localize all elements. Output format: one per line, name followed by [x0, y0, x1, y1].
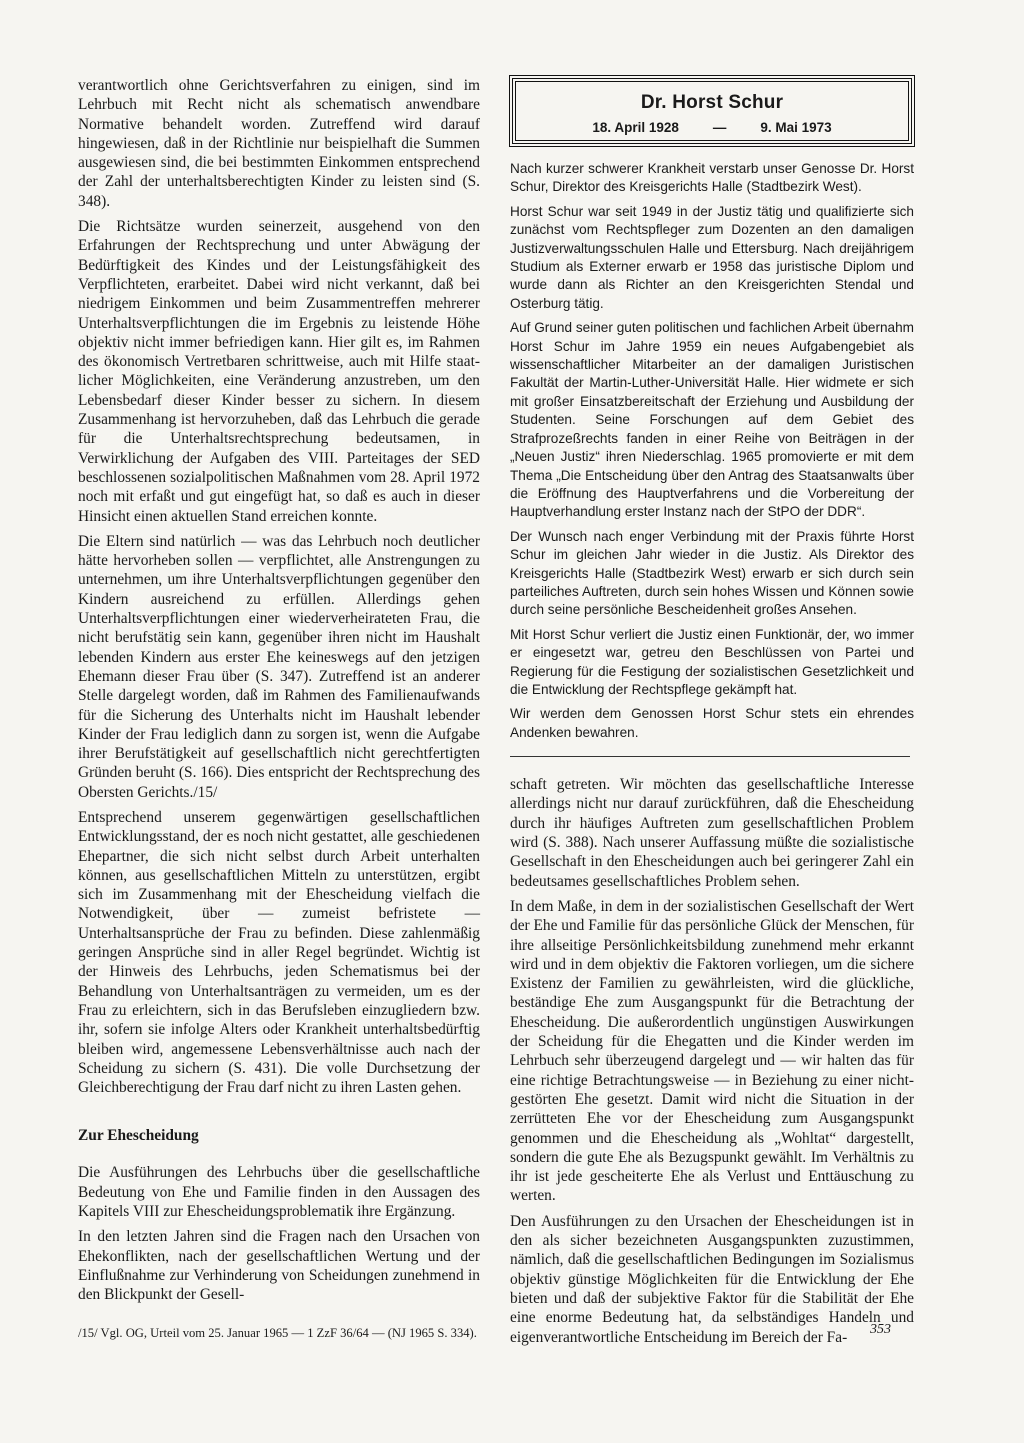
- page-number: 353: [870, 1322, 891, 1337]
- obituary-paragraph-2: Horst Schur war seit 1949 in der Justiz tätig und qualifizierte sich zunächst vom Rechtspfleger zum Dozenten an den damaligen Justizverwaltungsschulen Halle und Ettersburg. Nach dreijährigem Studium als Externer erwarb er 1958 das juristische Diplom und wurde dann als Richter an den Kreisgerichten Stendal und Osterburg tätig.: [510, 203, 914, 311]
- left-paragraph-5: Die Ausführungen des Lehrbuchs über die gesellschaftliche Bedeutung von Ehe und Familie finden in den Aussagen des Kapitels VIII zur Ehescheidungsproblematik ihre Ergänzung.: [78, 1164, 480, 1221]
- right-paragraph-3: Den Ausführungen zu den Ursachen der Ehescheidungen ist in den als sicher bezeichneten Ausgangspunkten zuzustimmen, nämlich, daß die gesellschaftlichen Bedingungen im Sozialismus objektiv günstige Möglichkeiten für die Entwicklung der Ehe bieten und daß der subjektive Faktor für die Stabilität der Ehe eine enorme Bedeutung hat, da selbständiges Handeln und eigenverantwortliche Entscheidung im Bereich der Fa-: [510, 1212, 914, 1346]
- obituary-name: Dr. Horst Schur: [640, 92, 784, 113]
- left-column: [78, 76, 480, 1341]
- left-paragraph-1: verantwortlich ohne Gerichtsverfahren zu einigen, sind im Lehrbuch mit Recht nicht als schematisch anwendbare Normative behandelt worden. Zutreffend wird darauf hingewiesen, daß in der Richtlinie nur beispielhaft die Summen ausgewiesen sind, die bei bestimmten Einkommen entsprechend der Zahl der unterhaltsberechtigten Kinder zu leisten sind (S. 348).: [78, 77, 480, 210]
- obituary-divider: [510, 756, 910, 757]
- left-paragraph-6: In den letzten Jahren sind die Fragen nach den Ursachen von Ehekonflikten, nach der gesellschaftlichen Wertung und der Einflußnahme zur Verhinderung von Scheidungen zunehmend in den Blickpunkt der Gesell-: [78, 1228, 480, 1304]
- obituary-death-date: 9. Mai 1973: [760, 120, 832, 135]
- obituary-dates: [516, 120, 908, 135]
- section-heading: Zur Ehescheidung: [78, 1127, 199, 1145]
- obituary-paragraph-4: Der Wunsch nach enger Verbindung mit der Praxis führte Horst Schur im gleichen Jahr wieder in die Justiz. Als Direktor des Kreisgerichts Halle (Stadtbezirk West) erwarb er sich durch sein parteiliches Auftreten, durch sein hohes Wissen und Können sowie durch seine persönliche Bescheidenheit großes Ansehen.: [510, 528, 914, 618]
- left-paragraph-3: Die Eltern sind natürlich — was das Lehrbuch noch deutlicher hätte hervorheben sollen — verpflichtet, alle Anstrengungen zu unternehmen, um ihre Unterhaltsverpflichtungen gegenüber den Kindern ausreichend zu erfüllen. Allerdings gehen Unterhaltsverpflichtungen einer wiederverheirateten Frau, die nicht berufstätig sein kann, gegenüber ihren nicht im Haushalt lebenden Kindern aus erster Ehe keineswegs auf den jetzigen Ehemann dieser Frau über (S. 347). Zutreffend ist an anderer Stelle dargelegt worden, daß im Rahmen des Familienaufwands für die Sicherung des Unterhalts nicht im Haushalt lebender Kinder der Frau lediglich dann zu sorgen ist, wenn die Aufgabe ihrer Berufstätigkeit auf gesellschaftlich nicht gerechtfertigten Gründen beruht (S. 166). Dies entspricht der Rechtsprechung des Obersten Gerichts./15/: [78, 532, 480, 801]
- left-paragraph-4: Entsprechend unserem gegenwärtigen gesellschaftlichen Entwicklungsstand, der es noch nicht gestattet, alle geschiedenen Ehepartner, die sich nicht selbst durch Arbeit unterhalten können, aus gesellschaftlichen Mitteln zu unterstützen, ergibt sich im Zusammenhang mit der Ehescheidung vielfach die Notwendigkeit, über — zumeist befristete — Unterhaltsansprüche der Frau zu befinden. Diese zahlenmäßig geringen Ansprüche sind in aller Regel begründet. Wichtig ist der Hinweis des Lehrbuchs, jeden Schematismus bei der Behandlung von Unterhaltsanträgen zu vermeiden, um es der Frau zu erleichtern, sich in das Berufsleben einzugliedern bzw. ihr, sofern sie infolge Alters oder Krankheit unterhaltsbedürftig bleiben wird, angemessene Lebensverhältnisse auch nach der Scheidung zu sichern (S. 431). Die volle Durchsetzung der Gleichberechtigung der Frau darf nicht zu ihren Lasten gehen.: [78, 808, 480, 1097]
- right-paragraph-2: In dem Maße, in dem in der sozialistischen Gesellschaft der Wert der Ehe und Familie für das persönliche Glück der Menschen, für ihre allseitige Persönlichkeitsbildung zunehmend mehr erkannt wird und in dem objektiv die Faktoren vorliegen, um die sichere Existenz der Familien zu gewährleisten, wird die glückliche, beständige Ehe zum Ausgangspunkt für die Betrachtung der Ehescheidung. Die außerordentlich ungünstigen Auswirkungen der Scheidung für die Ehegatten und die Kinder werden im Lehrbuch sehr überzeugend dargelegt und — wir halten das für eine richtige Betrachtungsweise — in Beziehung zu einer nichtgestörten Ehe gesetzt. Damit wird nicht die Situation in der zerrütteten Ehe vor der Ehescheidung zum Ausgangspunkt genommen und die Ehescheidung als „Wohltat“ dargestellt, sondern die gute Ehe als Bezugspunkt gewählt. Im Verhältnis zu ihr ist jede gescheiterte Ehe als Verlust und Enttäuschung zu werten.: [510, 897, 914, 1205]
- obituary-paragraph-3: Auf Grund seiner guten politischen und fachlichen Arbeit übernahm Horst Schur im Jahre 1959 ein neues Aufgabengebiet als wissenschaftlicher Mitarbeiter an der damaligen Juristischen Fakultät der Martin-Luther-Universität Halle. Hier widmete er sich mit großer Einsatzbereitschaft der Erziehung und Ausbildung der Studenten. Seine Forschungen auf dem Gebiet des Strafprozeßrechts fanden in einer Reihe von Beiträgen in der „Neuen Justiz“ ihren Niederschlag. 1965 promovierte er mit dem Thema „Die Entscheidung über den Antrag des Staatsanwalts über die Eröffnung des Hauptverfahrens und die Vorbereitung der Hauptverhandlung erster Instanz nach der StPO der DDR“.: [510, 320, 914, 520]
- obituary-date-dash: —: [712, 120, 727, 135]
- obituary-paragraph-1: Nach kurzer schwerer Krankheit verstarb unser Genosse Dr. Horst Schur, Direktor des Kreisgerichts Halle (Stadtbezirk West).: [510, 161, 914, 195]
- obituary-paragraph-6: Wir werden dem Genossen Horst Schur stets ein ehrendes Andenken bewahren.: [510, 706, 914, 740]
- right-column: [510, 76, 914, 1353]
- obituary-birth-date: 18. April 1928: [592, 120, 679, 135]
- footnote: /15/ Vgl. OG, Urteil vom 25. Januar 1965 — 1 ZzF 36/64 — (NJ 1965 S. 334).: [78, 1325, 477, 1340]
- obituary-header-box: [512, 78, 912, 144]
- left-paragraph-2: Die Richtsätze wurden seinerzeit, ausgehend von den Erfahrungen der Rechtsprechung und unter Abwägung der Bedürftigkeit des Kindes und der Leistungsfähigkeit des Verpflichteten, erarbeitet. Dabei wird nicht verkannt, daß bei niedrigem Einkommen und beim Zusammentreffen mehrerer Unterhaltsverpflichtungen die im Ergebnis zu leistende Höhe objektiv nicht immer befriedigen kann. Hier gilt es, im Rahmen des ökonomisch Vertretbaren schrittweise, auch mit Hilfe staatlicher Möglichkeiten, eine Veränderung anzustreben, um den Lebensbedarf dieser Kinder besser zu sichern. In diesem Zusammenhang ist hervorzuheben, daß das Lehrbuch die gerade für die Unterhaltsrechtsprechung bedeutsamen, in Verwirklichung der Aufgaben des VIII. Parteitages der SED beschlossenen sozialpolitischen Maßnahmen vom 28. April 1972 noch mit erfaßt und gut eingefügt hat, so daß es auch in dieser Hinsicht einen aktuellen Stand erreichen konnte.: [78, 218, 480, 525]
- right-paragraph-1: schaft getreten. Wir möchten das gesellschaftliche Interesse allerdings nicht nur darauf zurückführen, daß die Ehescheidung durch ihr häufiges Auftreten zum gesellschaftlichen Problem wird (S. 388). Nach unserer Auffassung müßte die sozialistische Gesellschaft in den Ehescheidungen auch bei geringerer Zahl ein bedeutsames gesellschaftliches Problem sehen.: [510, 776, 914, 890]
- obituary-paragraph-5: Mit Horst Schur verliert die Justiz einen Funktionär, der, wo immer er eingesetzt war, getreu den Beschlüssen von Partei und Regierung für die Festigung der sozialistischen Gesetzlichkeit und die Entwicklung der Rechtspflege gekämpft hat.: [510, 626, 914, 697]
